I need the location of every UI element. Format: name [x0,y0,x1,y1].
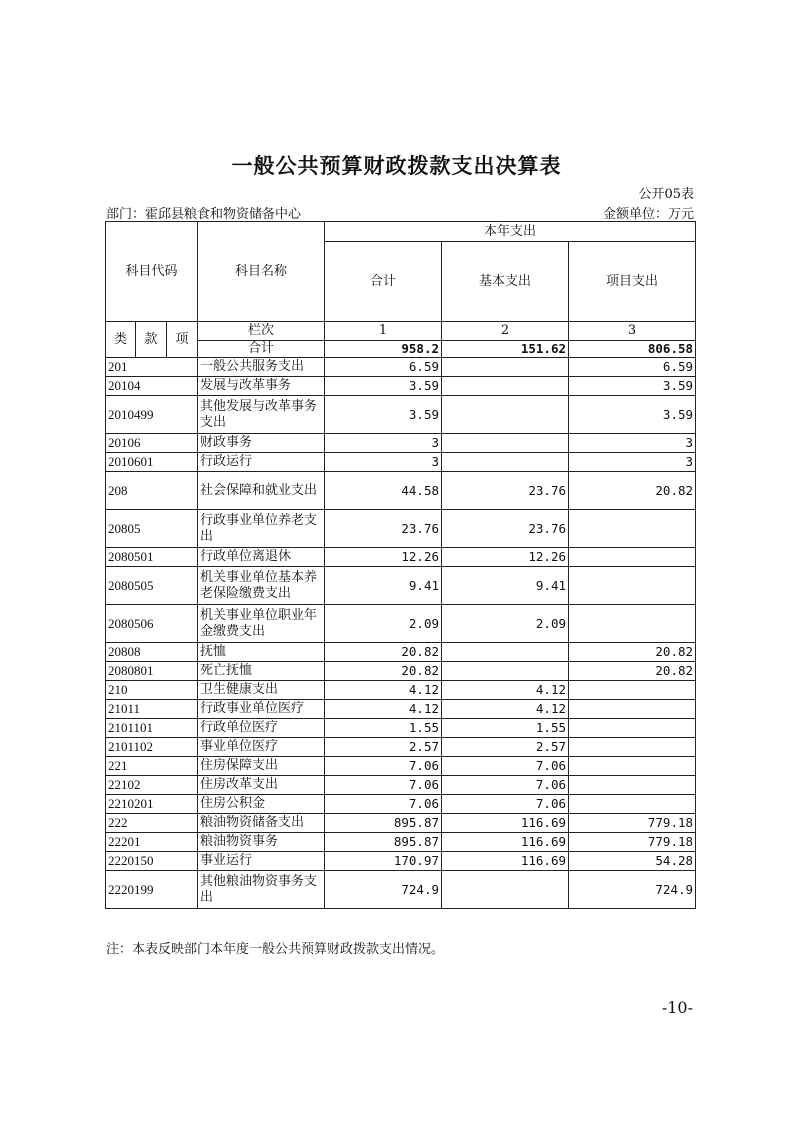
row-basic: 23.76 [442,510,569,548]
row-name: 行政单位医疗 [198,719,325,738]
row-name: 死亡抚恤 [198,662,325,681]
col-index-1: 1 [325,322,442,341]
row-basic: 23.76 [442,472,569,510]
header-basic: 基本支出 [442,242,569,322]
row-total: 6.59 [325,358,442,377]
row-project: 6.59 [569,358,696,377]
row-total: 895.87 [325,833,442,852]
row-code: 2220150 [106,852,198,871]
row-code: 20104 [106,377,198,396]
row-code: 208 [106,472,198,510]
col-index-2: 2 [442,322,569,341]
row-name: 社会保障和就业支出 [198,472,325,510]
header-project: 项目支出 [569,242,696,322]
header-xiang: 项 [167,322,198,358]
row-total: 12.26 [325,548,442,567]
row-total: 20.82 [325,643,442,662]
table-row [106,472,696,510]
row-code: 2080505 [106,567,198,605]
row-basic [442,358,569,377]
row-basic [442,871,569,909]
row-total: 4.12 [325,681,442,700]
row-name: 一般公共服务支出 [198,358,325,377]
row-project: 20.82 [569,643,696,662]
header-total: 合计 [325,242,442,322]
row-basic [442,377,569,396]
row-project [569,757,696,776]
row-name: 行政事业单位养老支出 [198,510,325,548]
table-row [106,377,696,396]
row-project: 724.9 [569,871,696,909]
row-project: 779.18 [569,833,696,852]
row-code: 20106 [106,434,198,453]
row-code: 2080801 [106,662,198,681]
row-name: 机关事业单位职业年金缴费支出 [198,605,325,643]
row-code: 2010499 [106,396,198,434]
row-basic: 116.69 [442,833,569,852]
row-total: 4.12 [325,700,442,719]
row-total: 2.09 [325,605,442,643]
row-code: 22201 [106,833,198,852]
table-row [106,738,696,757]
table-row [106,833,696,852]
row-project [569,776,696,795]
row-project: 779.18 [569,814,696,833]
row-code: 20808 [106,643,198,662]
row-project [569,719,696,738]
table-row [106,871,696,909]
row-project: 54.28 [569,852,696,871]
table-row [106,567,696,605]
table-row [106,510,696,548]
row-total: 23.76 [325,510,442,548]
row-code: 21011 [106,700,198,719]
row-code: 210 [106,681,198,700]
row-basic: 1.55 [442,719,569,738]
row-name: 其他发展与改革事务支出 [198,396,325,434]
row-total: 3 [325,453,442,472]
row-code: 222 [106,814,198,833]
row-name: 行政事业单位医疗 [198,700,325,719]
row-total: 44.58 [325,472,442,510]
row-total: 9.41 [325,567,442,605]
table-row [106,776,696,795]
row-name: 财政事务 [198,434,325,453]
row-name: 住房公积金 [198,795,325,814]
row-code: 2101102 [106,738,198,757]
table-row [106,814,696,833]
table-row [106,453,696,472]
row-total: 2.57 [325,738,442,757]
row-name: 粮油物资事务 [198,833,325,852]
row-name: 行政运行 [198,453,325,472]
row-total: 7.06 [325,795,442,814]
header-subject-code: 科目代码 [106,222,198,322]
row-total: 724.9 [325,871,442,909]
row-basic: 4.12 [442,681,569,700]
row-project [569,795,696,814]
row-code: 221 [106,757,198,776]
row-code: 22102 [106,776,198,795]
row-basic: 4.12 [442,700,569,719]
row-basic [442,434,569,453]
row-basic [442,643,569,662]
page-title: 一般公共预算财政拨款支出决算表 [231,153,562,178]
table-row [106,548,696,567]
row-total: 1.55 [325,719,442,738]
row-project [569,567,696,605]
row-basic: 116.69 [442,814,569,833]
row-project [569,700,696,719]
row-total: 3.59 [325,396,442,434]
row-project: 3 [569,453,696,472]
table-row [106,605,696,643]
row-name: 卫生健康支出 [198,681,325,700]
footnote: 注：本表反映部门本年度一般公共预算财政拨款支出情况。 [106,942,445,957]
row-project [569,738,696,757]
row-code: 201 [106,358,198,377]
table-row [106,700,696,719]
row-project: 3 [569,434,696,453]
row-basic: 7.06 [442,795,569,814]
row-total: 7.06 [325,776,442,795]
row-code: 2080506 [106,605,198,643]
row-total: 7.06 [325,757,442,776]
row-name: 抚恤 [198,643,325,662]
row-basic: 2.09 [442,605,569,643]
row-basic: 2.57 [442,738,569,757]
form-number: 公开05表 [638,187,694,202]
col-index-3: 3 [569,322,696,341]
row-name: 住房改革支出 [198,776,325,795]
row-project [569,681,696,700]
row-name: 发展与改革事务 [198,377,325,396]
unit-label: 金额单位：万元 [602,207,694,222]
row-project: 20.82 [569,472,696,510]
row-code: 2080501 [106,548,198,567]
row-project: 3.59 [569,377,696,396]
row-code: 20805 [106,510,198,548]
table-row [106,434,696,453]
table-row [106,643,696,662]
row-basic: 7.06 [442,776,569,795]
table-row [106,396,696,434]
page-number: -10- [661,998,693,1017]
row-project [569,548,696,567]
row-name: 住房保障支出 [198,757,325,776]
row-total: 20.82 [325,662,442,681]
row-project [569,605,696,643]
table-row [106,852,696,871]
row-code: 2220199 [106,871,198,909]
expenditure-table [105,221,696,909]
row-basic: 12.26 [442,548,569,567]
row-code: 2101101 [106,719,198,738]
table-row [106,662,696,681]
row-name: 事业单位医疗 [198,738,325,757]
row-basic [442,453,569,472]
row-total: 895.87 [325,814,442,833]
sum-project: 806.58 [569,341,696,358]
row-total: 3.59 [325,377,442,396]
row-basic [442,396,569,434]
row-project [569,510,696,548]
table-row [106,719,696,738]
header-lei: 类 [106,322,136,358]
row-total: 3 [325,434,442,453]
header-kuan: 款 [136,322,167,358]
row-basic: 116.69 [442,852,569,871]
row-name: 机关事业单位基本养老保险缴费支出 [198,567,325,605]
sum-label: 合计 [198,341,325,358]
row-basic: 9.41 [442,567,569,605]
sum-basic: 151.62 [442,341,569,358]
row-basic [442,662,569,681]
table-row [106,795,696,814]
row-name: 行政单位离退休 [198,548,325,567]
row-name: 事业运行 [198,852,325,871]
header-subject-name: 科目名称 [198,222,325,322]
row-name: 粮油物资储备支出 [198,814,325,833]
row-name: 其他粮油物资事务支出 [198,871,325,909]
row-code: 2210201 [106,795,198,814]
row-basic: 7.06 [442,757,569,776]
row-project: 3.59 [569,396,696,434]
sum-total: 958.2 [325,341,442,358]
department-label: 部门：霍邱县粮食和物资储备中心 [106,207,302,222]
table-row [106,358,696,377]
header-column-no: 栏次 [198,322,325,341]
row-project: 20.82 [569,662,696,681]
table-row [106,757,696,776]
header-current-year: 本年支出 [325,222,696,242]
row-total: 170.97 [325,852,442,871]
table-row [106,681,696,700]
row-code: 2010601 [106,453,198,472]
